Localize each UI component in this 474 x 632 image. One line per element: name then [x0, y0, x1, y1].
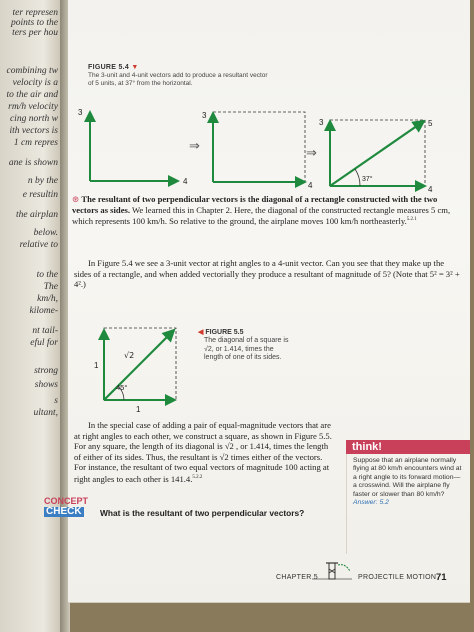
left-page-text-line: the airplan: [16, 210, 58, 220]
concept-check-question: What is the resultant of two perpendicular vectors?: [100, 508, 305, 518]
panel1-label-vertical: 3: [78, 108, 83, 117]
think-body: Suppose that an airplane normally flying at 80 km/h encounters wind at a right angle to its forward motion—a crosswind. Will the airplane fly faster or slower than 80 km/h? Answer: 5.2: [346, 454, 470, 554]
panel2-label-vertical: 3: [202, 111, 207, 120]
left-page-text-line: points to the: [11, 18, 58, 28]
figure-marker-icon: ◀: [198, 329, 204, 336]
footer-topic: PROJECTILE MOTION: [358, 574, 437, 581]
left-page-text-line: kilome-: [29, 306, 58, 316]
left-page-text-line: ters per hou: [12, 28, 58, 38]
figure-5-4-diagram: [68, 0, 470, 200]
left-page-text-line: cing north w: [9, 114, 58, 124]
figure-5-5-caption: The diagonal of a square is √2, or 1.414, times the length of one of its sides.: [204, 337, 289, 361]
left-page-text-line: km/h,: [37, 294, 58, 304]
left-page-text-line: to the air and: [6, 90, 58, 100]
left-page-text-line: below.: [33, 228, 58, 238]
figure-5-4-caption: The 3-unit and 4-unit vectors add to produce a resultant vector of 5 units, at 37° from the horizontal.: [88, 72, 268, 87]
concept-icon: ⊛: [72, 194, 80, 204]
panel3-angle-arc: [355, 169, 360, 186]
left-page-text-line: ultant,: [33, 408, 58, 418]
left-page-text-line: shows: [34, 380, 58, 390]
think-title: think!: [346, 440, 470, 454]
panel3-label-resultant: 5: [428, 119, 433, 128]
left-page-text-line: strong: [34, 366, 58, 376]
arrow-glyph-1: ⇒: [189, 139, 200, 154]
arrow-glyph-2: ⇒: [306, 146, 317, 161]
left-page-text-line: velocity is a: [12, 78, 58, 88]
figure-5-4-title: FIGURE 5.4 ▼: [88, 64, 139, 71]
panel3-label-horizontal: 4: [428, 185, 433, 194]
left-page-text-line: combining tw: [6, 66, 58, 76]
left-page-text-line: rm/h velocity: [8, 102, 58, 112]
page-footer: [68, 571, 470, 587]
left-facing-page: [0, 0, 62, 632]
square-diagonal-vector: [104, 330, 174, 400]
left-page-text-line: The: [43, 282, 58, 292]
concept-check-label: CONCEPT CHECK: [44, 496, 89, 517]
panel1-label-horizontal: 4: [183, 177, 188, 186]
paragraph-square: In the special case of adding a pair of equal-magnitude vectors that are at right angles to each other, we construct a square, as shown in Figure 5.5. For any square, the length of its diagonal is √2 , or 1.414, times the length of either of its sides. Thus, the resultant is √2 times either of the vectors. For instance, the resultant of two equal vectors of magnitude 100 acting at right angles to each other is 141.4.$^{5.2.2}$: [74, 420, 332, 484]
figure-marker-icon: ▼: [131, 64, 139, 71]
left-page-text-line: ith vectors is: [9, 126, 58, 136]
left-page-text-line: relative to: [19, 240, 58, 250]
square-label-angle: 45°: [116, 383, 128, 392]
left-page-text-line: s: [54, 396, 58, 406]
paragraph-resultant: ⊛ The resultant of two perpendicular vectors is the diagonal of a rectangle constructed with the two vectors as sides. We learned this in Chapter 2. Here, the diagonal of the constructed rectangle measures 5 cm, which represents 100 km/h. So relative to the ground, the airplane moves 100 km/h northeasterly.$^{5.2.1}$: [72, 194, 451, 227]
left-page-text-line: ane is shown: [8, 158, 58, 168]
left-page-text-line: eful for: [30, 338, 58, 348]
square-label-horizontal: 1: [136, 405, 141, 414]
left-page-text-line: ter represen: [12, 8, 58, 18]
panel3-resultant-vector: [330, 121, 424, 186]
think-answer: Answer: 5.2: [353, 499, 389, 507]
left-page-text-line: n by the: [27, 176, 58, 186]
panel3-label-angle: 37°: [362, 176, 373, 183]
square-label-diagonal: √2: [124, 351, 135, 360]
think-sidebar: [346, 440, 470, 562]
tower-icon: [312, 559, 352, 585]
left-page-text-line: e resultin: [22, 190, 58, 200]
panel2-label-horizontal: 4: [308, 181, 313, 190]
left-page-text-line: nt tail-: [32, 326, 58, 336]
footer-chapter: CHAPTER 5: [276, 574, 318, 581]
paragraph-figure-5-4: In Figure 5.4 we see a 3-unit vector at right angles to a 4-unit vector. Can you see that they make up the sides of a rectangle, and when added vectorially they produce a resultant of magnitude of 5? (Note that 5² = 3² + 4².): [74, 258, 460, 290]
panel3-label-vertical: 3: [319, 118, 324, 127]
figure-5-5-diagram: [94, 320, 194, 415]
page-number: 71: [436, 572, 447, 583]
square-label-vertical: 1: [94, 361, 99, 370]
figure-5-5-title: ◀ FIGURE 5.5: [198, 329, 244, 336]
left-page-text-line: 1 cm repres: [13, 138, 58, 148]
left-page-text-line: to the: [36, 270, 58, 280]
panel2-dashed-rectangle: [213, 112, 305, 182]
